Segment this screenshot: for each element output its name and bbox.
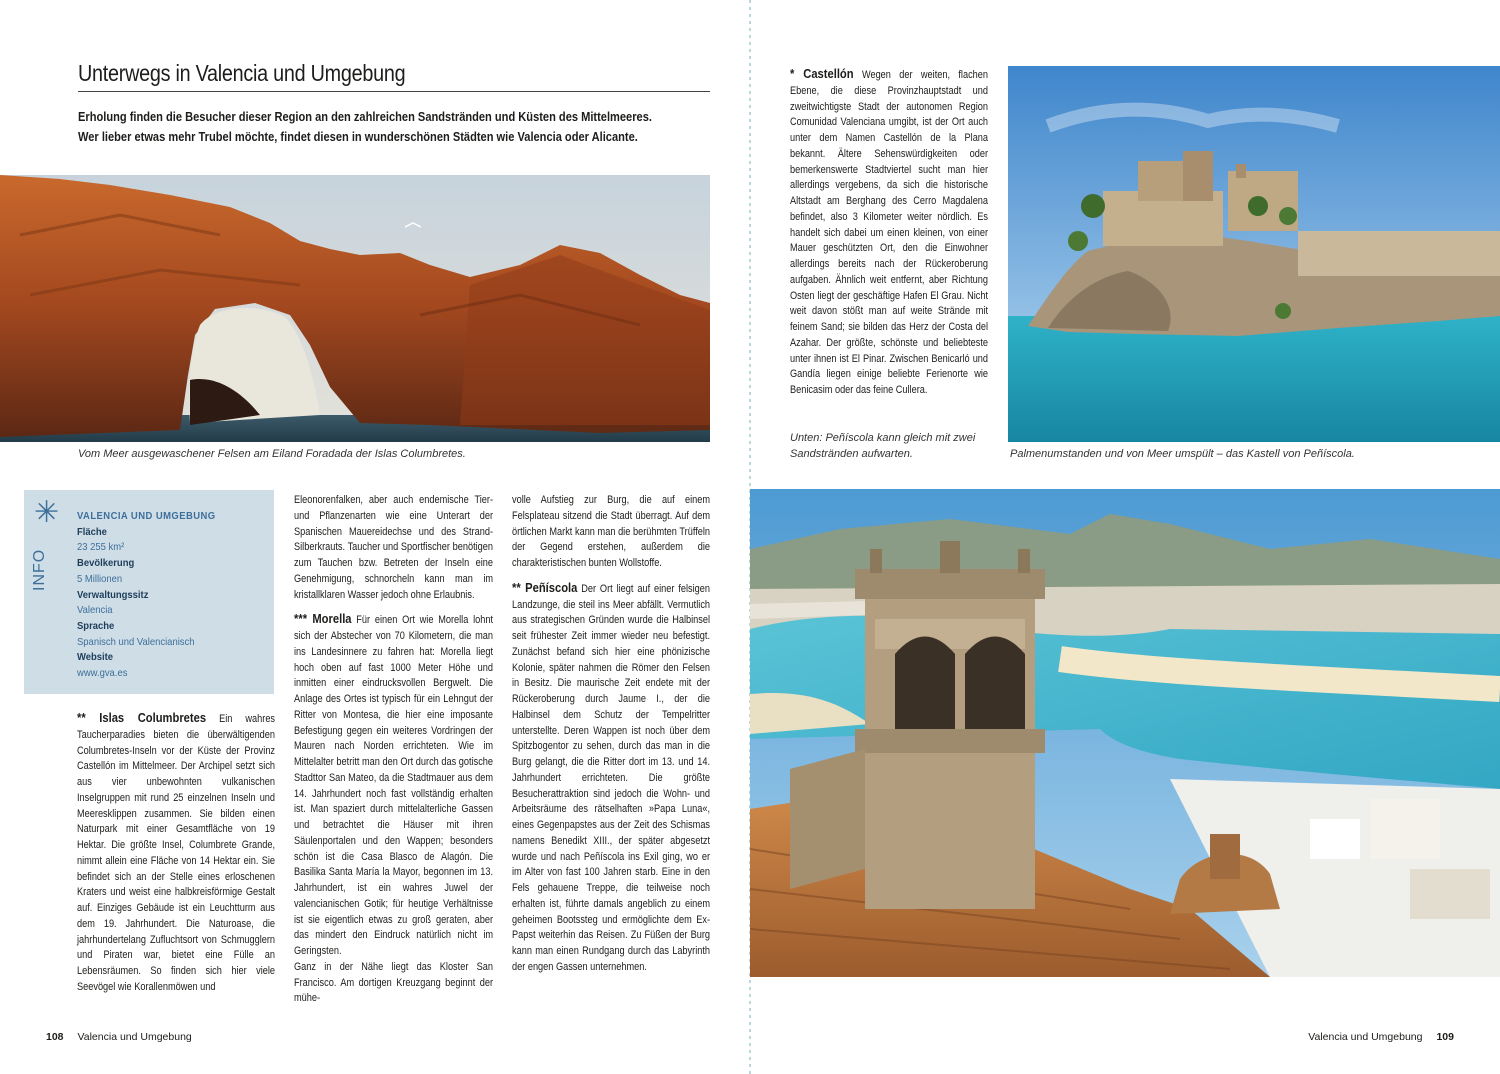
photo-peniscola-bay (750, 489, 1500, 977)
section-lead: ** Peñíscola (512, 579, 578, 595)
intro-text (78, 107, 712, 147)
fact-label: Website (77, 651, 114, 664)
paragraph-text: Wegen der weiten, flachen Ebene, die diese Provinzhauptstadt und zweitwichtigste Stadt der autonomen Region Comunidad Valenciana umgibt, ist der Ort auch unter dem Namen Castellón de la Plana bekannt. Ältere Sehenswürdigkeiten oder bemerkenswerte Stadtviertel sucht man hier allerdings vergebens, da sich die historische Altstadt am Berghang des Cerro Magdalena befindet, also 3 Kilometer weiter nördlich. Es handelt sich dabei um einen kleinen, von einer Mauer geschützten Ort, den die Einwohner allerdings bereits nach der Rückeroberung aufgaben. Ähnlich weit entfernt, aber Richtung Osten liegt der geschäftige Hafen El Grau. Nicht weit davon stößt man auf weite Strände mit feinem Sand; sie bilden das Herz der Costa del Azahar. Der größte, schönste und beliebteste unter ihnen ist El Pinar. Zwischen Benicarló und Gandía liegen einige beliebte Ferienorte wie Benicasim oder das feine Cullera. (790, 69, 989, 396)
body-column-3 (512, 493, 710, 984)
fact-label: Bevölkerung (77, 557, 135, 570)
fact-value: 23 255 km² (77, 541, 125, 554)
intro-line: Erholung finden die Besucher dieser Region an den zahlreichen Sandstränden und Küsten des Mittelmeeres. (78, 110, 652, 124)
paragraph-text: Ganz in der Nähe liegt das Kloster San Francisco. Am dortigen Kreuzgang beginnt der mühe- (294, 960, 494, 1005)
photo-caption: Palmenumstanden und von Meer umspült – das Kastell von Peñíscola. (1010, 448, 1355, 460)
paragraph (77, 710, 275, 996)
section-lead: * Castellón (790, 66, 854, 81)
page-number: 108 (46, 1031, 64, 1043)
paragraph (512, 493, 710, 572)
paragraph-text: Ein wahres Taucherparadies bieten die überwältigenden Columbretes-Inseln vor der Küste der Provinz Castellón im Mittelmeer. Der Archipel setzt sich aus vier unbewohnten vulkanischen Inselgruppen mit rund 25 einzelnen Inseln und Meeresklippen zusammen. Sie bilden einen Naturpark mit einer Gesamtfläche von 19 Hektar. Die größte Insel, Columbrete Grande, nimmt allein eine Fläche von 14 Hektar ein. Sie befindet sich an der Stelle eines erloschenen Kraters und weist eine halbkreisförmige Gestalt auf. Einziges Gebäude ist ein Leuchtturm aus dem 19. Jahrhundert. Die Naturoase, die jahrhundertelang Zufluchtsort von Schmugglern und Piraten war, bietet eine Fülle an Lebensräumen. So finden sich hier viele Seevögel wie Korallenmöwen und (77, 713, 276, 993)
info-facts (77, 509, 248, 682)
running-title: Valencia und Umgebung (77, 1031, 192, 1043)
section-lead: ** Islas Columbretes (77, 710, 207, 725)
paragraph-text: Der Ort liegt auf einer felsigen Landzunge, die steil ins Meer abfällt. Vermutlich aus strategischen Gründen wurde die Halbinsel seit frühester Zeit immer wieder neu befestigt. Zunächst befand sich hier eine phönizische Kolonie, später nahmen die Römer den Felsen in Besitz. Die maurische Zeit endete mit der Rückeroberung durch Jaume I., der die Halbinsel dem Schutz der Tempelritter unterstellte. Deren Wappen ist noch über dem Spitzbogentor zu sehen, durch das man in die Burg gelangt, die die Ritter dort im 13. und 14. Jahrhundert errichteten. Die größte Besucherattraktion sind jedoch die Wohn- und Arbeitsräume des rätselhaften »Papa Luna«, eines Gegenpapstes aus der Zeit des Schismas namens Benedikt XIII., der später abgesetzt wurde und nach Peñíscola ins Exil ging, wo er im Alter von fast 100 Jahren starb. Eine in den Fels gehauene Treppe, die teilweise noch erhalten ist, führte damals angeblich zu einem geheimen Bootssteg und ermöglichte dem Ex-Papst weiterhin das Reisen. Zu Füßen der Burg kann man einen Rundgang durch das Labyrinth der engen Gassen unternehmen. (512, 582, 711, 973)
fact-value: 5 Millionen (77, 572, 123, 585)
running-title: Valencia und Umgebung (1308, 1031, 1423, 1043)
info-heading: VALENCIA UND UMGEBUNG (77, 510, 216, 522)
fact-label: Sprache (77, 619, 115, 632)
folio-left (46, 1031, 192, 1043)
asterisk-icon: ✳ (34, 495, 60, 530)
fact-value: Valencia (77, 604, 113, 617)
intro-line: Wer lieber etwas mehr Trubel möchte, findet diesen in wunderschönen Städten wie Valencia oder Alicante. (78, 130, 638, 144)
body-column-2 (294, 493, 493, 1015)
page-number: 109 (1436, 1031, 1454, 1043)
page-title: Unterwegs in Valencia und Umgebung (78, 60, 406, 86)
title-rule (78, 91, 710, 92)
fact-value: Spanisch und Valencianisch (77, 635, 195, 648)
photo-caption: Vom Meer ausgewaschener Felsen am Eiland Foradada der Islas Columbretes. (78, 448, 466, 460)
folio-right (1308, 1031, 1454, 1043)
photo-caption: Unten: Peñíscola kann gleich mit zwei Sandstränden aufwarten. (790, 432, 976, 460)
photo-castle (1008, 66, 1500, 442)
photo-rock-arch (0, 175, 710, 442)
paragraph (294, 611, 493, 960)
section-lead: *** Morella (294, 611, 352, 627)
paragraph-text: Für einen Ort wie Morella lohnt sich der Abstecher von 70 Kilometern, die man ins Landesinnere zu fahren hat: Morella liegt hoch oben auf fast 1000 Meter Höhe und inmitten einer eindrucksvollen Bergwelt. Die Anlage des Ortes ist typisch für ein Lehngut der Ritter von Montesa, die hier eine imposante Befestigung gegen ein weiteres Vordringen der Mauren nach Norden errichteten. Wie im Mittelalter betritt man den Ort durch das gotische Stadttor San Mateo, da die Stadtmauer aus dem 14. Jahrhundert noch fast vollständig erhalten ist. Man spaziert durch mittelalterliche Gassen und betrachtet die Häuser mit ihren Säulenportalen und den Wappen; besonders schön ist die Casa Blasco de Alagón. Die Basilika Santa María la Mayor, begonnen im 13. Jahrhundert, ist ein wahres Juwel der valencianischen Gotik; für heutige Verhältnisse ist sie eigentlich etwas zu groß geraten, aber das mindert den Eindruck natürlich nicht im Geringsten. (294, 614, 494, 957)
fact-label: Fläche (77, 525, 107, 538)
paragraph (790, 66, 988, 399)
paragraph-text: volle Aufstieg zur Burg, die auf einem Felsplateau sitzend die Stadt überragt. Auf dem örtlichen Markt kann man die berühmten Trüffeln der Gegend erstehen, außerdem die charakteristischen bunten Wollstoffe. (512, 494, 711, 569)
info-label: INFO (31, 548, 48, 591)
website-link[interactable]: www.gva.es (77, 667, 128, 680)
paragraph (512, 580, 710, 976)
paragraph (294, 960, 493, 1007)
info-tab (28, 490, 60, 694)
body-column-1 (77, 710, 275, 1004)
body-column-4 (790, 66, 988, 407)
paragraph-text: Eleonorenfalken, aber auch endemische Tier- und Pflanzenarten wie eine Unterart der Spanischen Mauereidechse und des Strand-Silberkrauts. Taucher und Sportfischer benötigen zum Tauchen bzw. Betreten der Inseln eine Genehmigung, schnorcheln kann man im kristallklaren Wasser jedoch ohne Erlaubnis. (294, 494, 494, 601)
fact-label: Verwaltungssitz (77, 588, 149, 601)
paragraph (294, 493, 493, 603)
